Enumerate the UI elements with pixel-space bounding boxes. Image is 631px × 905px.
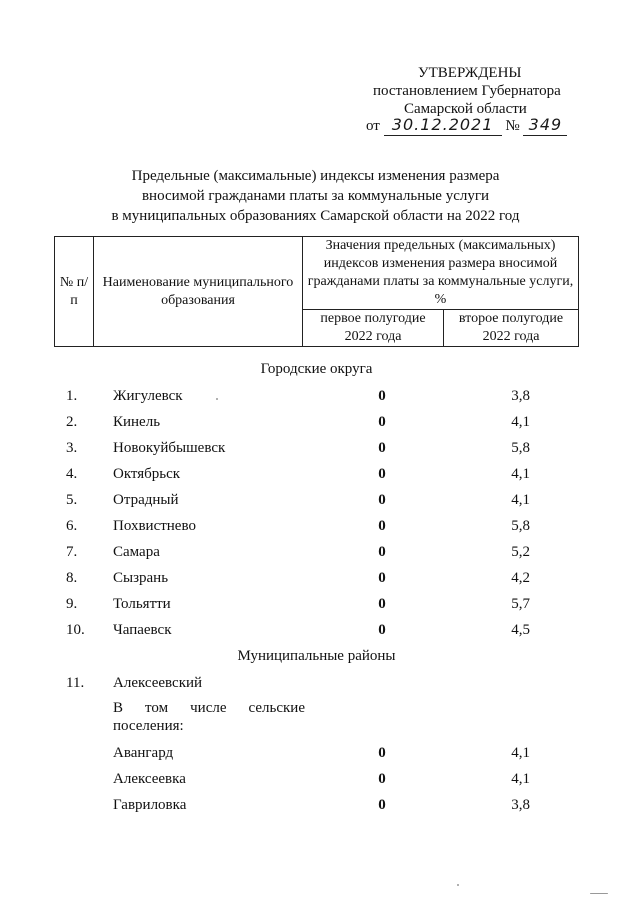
row-name: Новокуйбышевск	[113, 440, 226, 456]
caption-word: числе	[190, 700, 227, 716]
row-num: 7.	[66, 544, 78, 560]
row-first-half: 0	[378, 466, 386, 482]
date-field	[384, 116, 502, 136]
table-row	[0, 437, 631, 459]
approval-line2: постановлением Губернатора	[373, 83, 561, 99]
table-row	[0, 593, 631, 615]
caption-line2: поселения:	[113, 718, 184, 734]
row-num: 5.	[66, 492, 78, 508]
row-num: 4.	[66, 466, 78, 482]
row-first-half: 0	[378, 414, 386, 430]
header-values-group: Значения предельных (максимальных) индексов изменения размера вносимой гражданами платы за коммунальные услуги, %	[303, 237, 579, 310]
date-prefix: от	[366, 118, 380, 134]
header-num: № п/п	[55, 237, 94, 347]
row-name: Авангард	[113, 745, 174, 761]
row-first-half: 0	[378, 745, 386, 761]
row-second-half: 5,8	[511, 518, 530, 534]
row-num: 2.	[66, 414, 78, 430]
row-num: 9.	[66, 596, 78, 612]
caption-word: В	[113, 700, 124, 716]
row-first-half: 0	[378, 596, 386, 612]
row-first-half: 0	[378, 544, 386, 560]
title-line3: в муниципальных образованиях Самарской области на 2022 год	[111, 208, 520, 224]
row-name: Отрадный	[113, 492, 179, 508]
table-row	[0, 742, 631, 764]
approval-line3: Самарской области	[404, 101, 527, 117]
number-prefix: №	[505, 118, 520, 134]
document-title	[40, 166, 591, 226]
header-name: Наименование муниципального образования	[94, 237, 303, 347]
row-first-half: 0	[378, 570, 386, 586]
row-num: 1.	[66, 388, 78, 404]
row-first-half: 0	[378, 771, 386, 787]
row-num: 8.	[66, 570, 78, 586]
row-name: Гавриловка	[113, 797, 187, 813]
caption-word: сельские	[248, 700, 305, 716]
row-name: Жигулевск	[113, 388, 183, 404]
row-name: Кинель	[113, 414, 161, 430]
scan-speck	[590, 893, 608, 894]
row-first-half: 0	[378, 622, 386, 638]
title-line2: вносимой гражданами платы за коммунальные услуги	[141, 188, 490, 204]
row-name: Похвистнево	[113, 518, 196, 534]
number-field	[523, 116, 567, 136]
row-second-half: 4,1	[511, 771, 530, 787]
row-second-half: 3,8	[511, 388, 530, 404]
row-num: 3.	[66, 440, 78, 456]
row-second-half: 4,1	[511, 414, 530, 430]
row-second-half: 5,8	[511, 440, 530, 456]
district-name: Алексеевский	[113, 675, 203, 691]
table-row	[0, 489, 631, 511]
header-table	[54, 236, 579, 347]
section-districts: Муниципальные районы	[237, 648, 396, 664]
row-name: Алексеевка	[113, 771, 186, 787]
header-first-half: первое полугодие 2022 года	[303, 310, 444, 347]
row-name: Самара	[113, 544, 160, 560]
row-second-half: 4,2	[511, 570, 530, 586]
header-second-half: второе полугодие 2022 года	[444, 310, 579, 347]
row-first-half: 0	[378, 388, 386, 404]
row-name: Октябрьск	[113, 466, 181, 482]
caption-line1	[113, 699, 305, 717]
date-handwritten: 30.12.2021	[391, 115, 494, 134]
row-second-half: 5,2	[511, 544, 530, 560]
row-name: Тольятти	[113, 596, 171, 612]
table-row	[0, 619, 631, 641]
table-row	[0, 411, 631, 433]
section-urban: Городские округа	[260, 361, 373, 377]
district-row	[0, 672, 631, 694]
row-second-half: 4,1	[511, 745, 530, 761]
row-name: Чапаевск	[113, 622, 172, 638]
caption-word: том	[145, 700, 169, 716]
row-name: Сызрань	[113, 570, 169, 586]
district-num: 11.	[66, 675, 85, 691]
table-row	[0, 541, 631, 563]
scan-speck	[216, 398, 218, 400]
table-row	[0, 768, 631, 790]
row-num: 10.	[66, 622, 85, 638]
row-num: 6.	[66, 518, 78, 534]
table-row	[0, 385, 631, 407]
approval-title: УТВЕРЖДЕНЫ	[418, 65, 522, 81]
settlements-caption	[113, 699, 305, 735]
row-second-half: 3,8	[511, 797, 530, 813]
approval-date-line	[366, 116, 567, 136]
title-line1: Предельные (максимальные) индексы изменения размера	[131, 168, 500, 184]
row-first-half: 0	[378, 797, 386, 813]
row-second-half: 5,7	[511, 596, 530, 612]
row-first-half: 0	[378, 518, 386, 534]
scan-speck	[457, 884, 459, 886]
table-row	[0, 463, 631, 485]
number-handwritten: 349	[528, 115, 563, 134]
table-row	[0, 567, 631, 589]
row-second-half: 4,1	[511, 492, 530, 508]
row-second-half: 4,1	[511, 466, 530, 482]
table-row	[0, 794, 631, 816]
row-first-half: 0	[378, 492, 386, 508]
row-first-half: 0	[378, 440, 386, 456]
table-row	[0, 515, 631, 537]
row-second-half: 4,5	[511, 622, 530, 638]
